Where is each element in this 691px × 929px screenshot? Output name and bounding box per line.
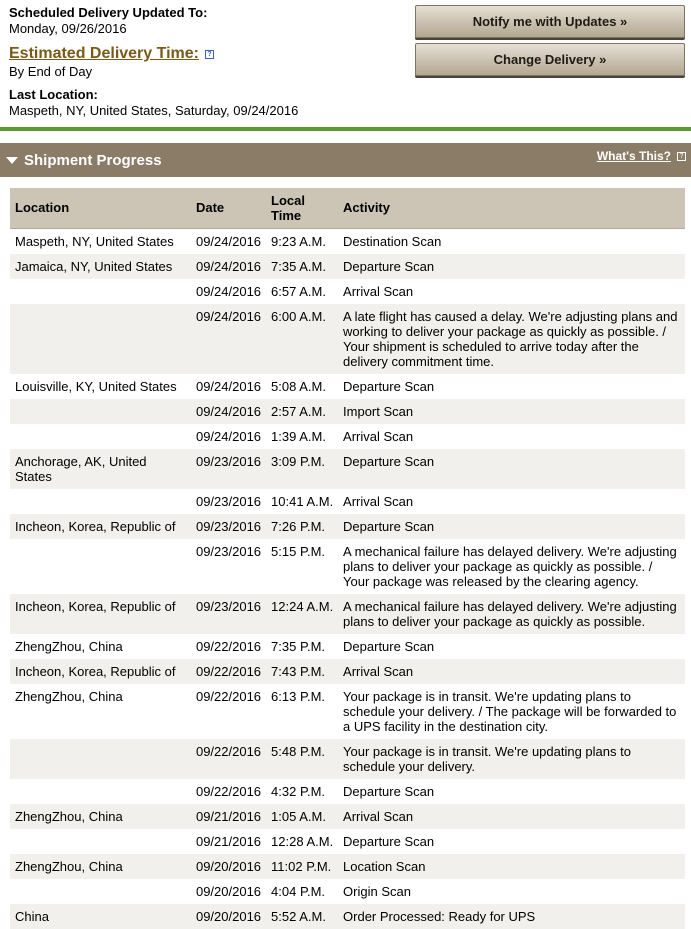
location-cell: Louisville, KY, United States [10,374,191,399]
table-row [10,489,685,514]
time-cell: 12:24 A.M. [266,594,338,634]
activity-cell: Departure Scan [338,449,685,489]
location-cell: ZhengZhou, China [10,854,191,879]
table-row [10,374,685,399]
table-row [10,228,685,254]
activity-cell: Destination Scan [338,228,685,254]
table-row [10,424,685,449]
time-cell: 1:39 A.M. [266,424,338,449]
date-cell: 09/24/2016 [191,399,266,424]
shipment-progress-header[interactable] [0,143,691,177]
date-cell: 09/21/2016 [191,804,266,829]
table-row [10,634,685,659]
change-delivery-button[interactable]: Change Delivery » [415,43,685,76]
time-cell: 6:00 A.M. [266,304,338,374]
table-row [10,779,685,804]
shipment-progress-title: Shipment Progress [24,152,162,169]
table-row [10,254,685,279]
time-cell: 4:32 P.M. [266,779,338,804]
table-row [10,804,685,829]
activity-cell: Departure Scan [338,829,685,854]
time-cell: 12:28 A.M. [266,829,338,854]
whats-this-link[interactable]: What's This? [596,149,671,163]
table-row [10,304,685,374]
location-cell [10,879,191,904]
time-cell: 7:26 P.M. [266,514,338,539]
date-cell: 09/24/2016 [191,374,266,399]
time-cell: 6:57 A.M. [266,279,338,304]
shipment-progress-table [10,188,685,929]
activity-cell: Location Scan [338,854,685,879]
activity-cell: Departure Scan [338,254,685,279]
location-cell [10,424,191,449]
date-cell: 09/22/2016 [191,739,266,779]
date-cell: 09/22/2016 [191,634,266,659]
activity-cell: A mechanical failure has delayed delivery. We're adjusting plans to deliver your package as quickly as possible. [338,594,685,634]
time-cell: 5:52 A.M. [266,904,338,929]
estimated-delivery-link[interactable]: Estimated Delivery Time: [9,45,200,62]
location-cell: Incheon, Korea, Republic of [10,594,191,634]
date-cell: 09/22/2016 [191,659,266,684]
activity-cell: Departure Scan [338,779,685,804]
date-cell: 09/20/2016 [191,879,266,904]
column-header-activity: Activity [338,188,685,228]
date-cell: 09/23/2016 [191,539,266,594]
location-cell: Incheon, Korea, Republic of [10,514,191,539]
table-row [10,879,685,904]
last-location-label: Last Location: [9,87,98,102]
table-row [10,684,685,739]
table-row [10,399,685,424]
column-header-local-time: Local Time [266,188,338,228]
location-cell: Incheon, Korea, Republic of [10,659,191,684]
time-cell: 7:43 P.M. [266,659,338,684]
location-cell [10,489,191,514]
activity-cell: Arrival Scan [338,424,685,449]
location-cell: Jamaica, NY, United States [10,254,191,279]
time-cell: 7:35 A.M. [266,254,338,279]
delivery-summary [0,0,691,126]
location-cell [10,539,191,594]
location-cell [10,279,191,304]
activity-cell: Your package is in transit. We're updating plans to schedule your delivery. [338,739,685,779]
date-cell: 09/23/2016 [191,489,266,514]
table-row [10,594,685,634]
time-cell: 7:35 P.M. [266,634,338,659]
help-icon[interactable]: ? [677,152,686,161]
table-row [10,904,685,929]
scheduled-delivery-block [9,5,207,37]
date-cell: 09/24/2016 [191,228,266,254]
activity-cell: A late flight has caused a delay. We're adjusting plans and working to deliver your package as quickly as possible. / Your shipment is scheduled to arrive today after the delivery commitment time. [338,304,685,374]
date-cell: 09/22/2016 [191,684,266,739]
table-row [10,279,685,304]
last-location-value: Maspeth, NY, United States, Saturday, 09/24/2016 [9,103,299,118]
date-cell: 09/21/2016 [191,829,266,854]
column-header-date: Date [191,188,266,228]
estimated-delivery-value: By End of Day [9,64,93,79]
location-cell [10,829,191,854]
time-cell: 5:48 P.M. [266,739,338,779]
table-row [10,854,685,879]
notify-updates-button[interactable]: Notify me with Updates » [415,5,685,38]
time-cell: 2:57 A.M. [266,399,338,424]
date-cell: 09/24/2016 [191,254,266,279]
date-cell: 09/24/2016 [191,424,266,449]
time-cell: 6:13 P.M. [266,684,338,739]
shipment-progress-panel [0,177,691,924]
activity-cell: Arrival Scan [338,279,685,304]
activity-cell: Arrival Scan [338,804,685,829]
table-row [10,659,685,684]
activity-cell: Your package is in transit. We're updating plans to schedule your delivery. / The package will be forwarded to a UPS facility in the destination city. [338,684,685,739]
activity-cell: Departure Scan [338,374,685,399]
activity-cell: Origin Scan [338,879,685,904]
scheduled-delivery-label: Scheduled Delivery Updated To: [9,5,208,20]
activity-cell: Import Scan [338,399,685,424]
time-cell: 5:15 P.M. [266,539,338,594]
time-cell: 1:05 A.M. [266,804,338,829]
table-row [10,449,685,489]
date-cell: 09/20/2016 [191,854,266,879]
activity-cell: Arrival Scan [338,659,685,684]
estimated-delivery-block [9,44,214,80]
date-cell: 09/23/2016 [191,514,266,539]
time-cell: 11:02 P.M. [266,854,338,879]
date-cell: 09/20/2016 [191,904,266,929]
location-cell: Anchorage, AK, United States [10,449,191,489]
location-cell [10,304,191,374]
divider [0,127,691,131]
location-cell: Maspeth, NY, United States [10,228,191,254]
scheduled-delivery-value: Monday, 09/26/2016 [9,21,127,36]
activity-cell: Departure Scan [338,514,685,539]
column-header-location: Location [10,188,191,228]
table-row [10,739,685,779]
location-cell [10,399,191,424]
activity-cell: A mechanical failure has delayed delivery. We're adjusting plans to deliver your package as quickly as possible. / Your package was released by the clearing agency. [338,539,685,594]
table-row [10,514,685,539]
last-location-block [9,87,298,119]
collapse-triangle-icon[interactable] [6,157,18,164]
table-header-row [10,188,685,228]
date-cell: 09/24/2016 [191,279,266,304]
time-cell: 4:04 P.M. [266,879,338,904]
activity-cell: Arrival Scan [338,489,685,514]
date-cell: 09/23/2016 [191,594,266,634]
date-cell: 09/23/2016 [191,449,266,489]
location-cell: ZhengZhou, China [10,804,191,829]
time-cell: 3:09 P.M. [266,449,338,489]
activity-cell: Departure Scan [338,634,685,659]
location-cell [10,779,191,804]
date-cell: 09/24/2016 [191,304,266,374]
table-row [10,539,685,594]
location-cell: China [10,904,191,929]
table-row [10,829,685,854]
location-cell: ZhengZhou, China [10,684,191,739]
time-cell: 5:08 A.M. [266,374,338,399]
help-icon[interactable]: ? [205,50,214,59]
time-cell: 10:41 A.M. [266,489,338,514]
location-cell [10,739,191,779]
location-cell: ZhengZhou, China [10,634,191,659]
date-cell: 09/22/2016 [191,779,266,804]
activity-cell: Order Processed: Ready for UPS [338,904,685,929]
time-cell: 9:23 A.M. [266,228,338,254]
